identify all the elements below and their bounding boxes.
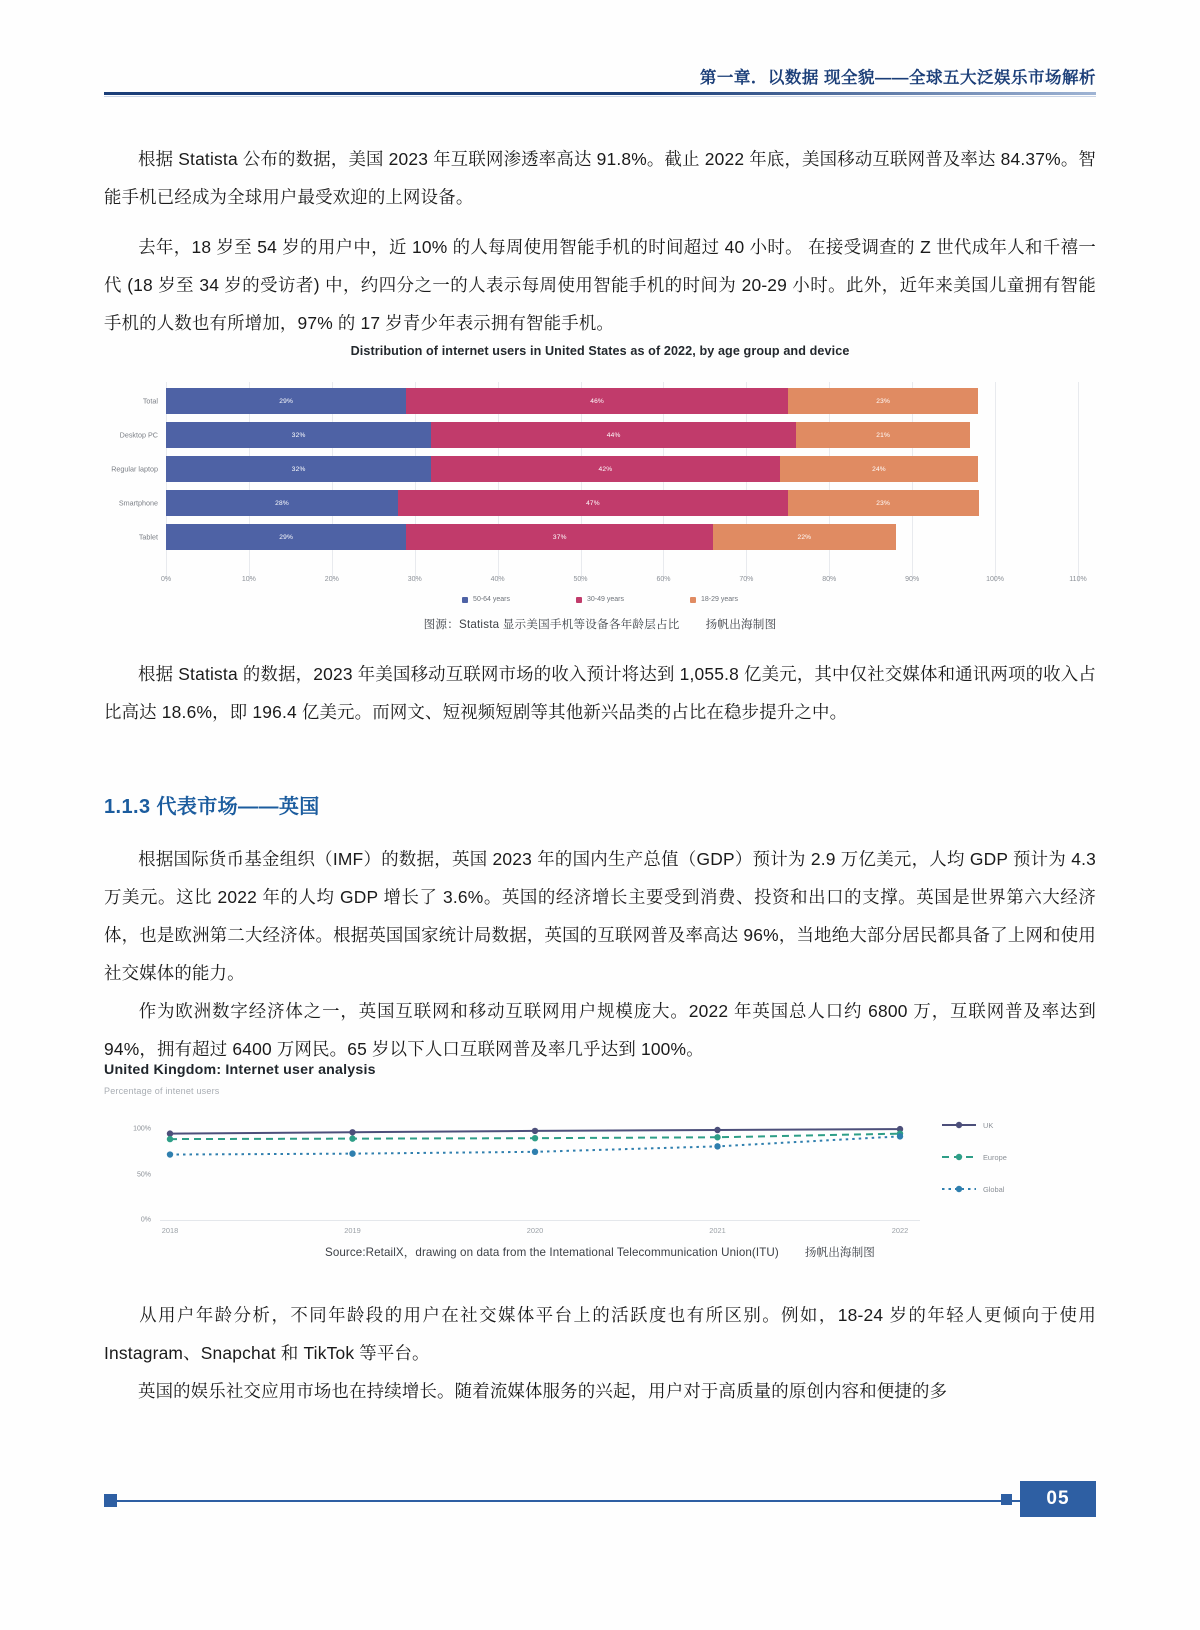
- paragraph-6-text: 从用户年龄分析，不同年龄段的用户在社交媒体平台上的活跃度也有所区别。例如，18-24 岁的年轻人更倾向于使用 Instagram、Snapchat 和 TikTok 等平台。: [104, 1305, 1096, 1363]
- running-header: [104, 64, 1096, 88]
- bar-chart-x-tick: 10%: [241, 576, 256, 583]
- bar-chart-segment: 32%: [166, 422, 431, 448]
- section-heading-113: 1.1.3 代表市场——英国: [104, 796, 320, 818]
- bar-chart-legend-item: [576, 596, 624, 603]
- bar-chart-segment: 37%: [406, 524, 713, 550]
- bar-chart-x-tick: 110%: [1069, 576, 1087, 583]
- header-rule: [104, 92, 1096, 95]
- line-chart-y-tick: 0%: [140, 1216, 151, 1224]
- line-chart-point: [349, 1135, 355, 1141]
- paragraph-2: [104, 228, 1096, 342]
- bar-chart-x-tick: 0%: [160, 576, 172, 583]
- legend-swatch-icon: [576, 597, 582, 603]
- bar-chart-segment: 47%: [398, 490, 788, 516]
- bar-chart-x-tick: 60%: [656, 576, 671, 583]
- line-chart-y-tick: 50%: [136, 1171, 151, 1179]
- bar-chart-segment: 28%: [166, 490, 398, 516]
- bar-chart-segment: 22%: [713, 524, 895, 550]
- bar-chart-legend-label: 30-49 years: [587, 596, 624, 603]
- line-chart-y-tick: 100%: [133, 1125, 151, 1133]
- bar-chart-row: [118, 490, 1078, 516]
- bar-chart-plot: [111, 382, 1078, 572]
- bar-chart-rows: [111, 388, 1078, 558]
- chapter-title: 第一章．以数据 现全貌——全球五大泛娱乐市场解析: [699, 69, 1096, 87]
- header-rule-secondary: [104, 96, 1096, 97]
- line-chart-x-tick: 2021: [709, 1226, 726, 1235]
- page-number: 05: [1046, 1488, 1070, 1509]
- paragraph-3: [104, 655, 1096, 731]
- bar-chart-segment: 29%: [166, 524, 406, 550]
- bar-chart-row: [119, 422, 1078, 448]
- paragraph-5: [104, 992, 1096, 1068]
- legend-line-icon: [942, 1184, 976, 1194]
- line-chart-uk-internet-users: [104, 1062, 1096, 1272]
- paragraph-5-text: 作为欧洲数字经济体之一，英国互联网和移动互联网用户规模庞大。2022 年英国总人口约 6800 万，互联网普及率达到 94%，拥有超过 6400 万网民。65 岁以下人口互联网普及率几乎达到 100%。: [104, 1001, 1096, 1059]
- line-chart-point: [714, 1143, 720, 1149]
- line-chart-series-svg: [160, 1120, 920, 1222]
- bar-chart-legend-label: 18-29 years: [700, 596, 738, 603]
- bar-chart-legend-label: 50-64 years: [473, 596, 511, 603]
- line-chart-point: [167, 1130, 173, 1136]
- line-chart-source: [104, 1244, 1096, 1260]
- line-chart-point: [167, 1151, 173, 1157]
- line-chart-legend-item: [942, 1152, 1007, 1162]
- paragraph-6: [104, 1296, 1096, 1372]
- line-chart-x-tick: 2018: [161, 1226, 179, 1235]
- bar-chart-segment: 32%: [166, 456, 431, 482]
- legend-line-icon: [942, 1152, 976, 1162]
- bar-chart-category-label: Desktop PC: [119, 430, 158, 440]
- bar-chart-legend-item: [462, 596, 510, 603]
- bar-chart-category-label: Smartphone: [118, 498, 158, 508]
- bar-chart-row: [142, 388, 1078, 414]
- bar-chart-segment: 46%: [406, 388, 787, 414]
- bar-chart-x-tick: 100%: [986, 576, 1005, 583]
- paragraph-2-text: 去年，18 岁至 54 岁的用户中，近 10% 的人每周使用智能手机的时间超过 40 小时。 在接受调查的 Z 世代成年人和千禧一代 (18 岁至 34 岁的受访者) 中，约四分之一的人表示每周使用智能手机的时间为 20-29 小时。此外，近年来美国儿童拥有智能手机的人数也有所增加，97% 的 17 岁青少年表示拥有智能手机。: [104, 237, 1096, 333]
- bar-chart-category-label: Total: [142, 396, 158, 406]
- bar-chart-segment: 44%: [431, 422, 796, 448]
- line-chart-subtitle: Percentage of intenet users: [104, 1086, 220, 1096]
- bar-chart-category-label: Tablet: [138, 532, 158, 542]
- bar-chart-x-tick: 40%: [490, 576, 505, 583]
- line-chart-point: [714, 1127, 720, 1133]
- line-chart-title: United Kingdom: Internet user analysis: [104, 1062, 376, 1078]
- bar-chart-x-tick: 50%: [573, 576, 588, 583]
- paragraph-3-text: 根据 Statista 的数据，2023 年美国移动互联网市场的收入预计将达到 1,055.8 亿美元，其中仅社交媒体和通讯两项的收入占比高达 18.6%，即 196.4 亿美元。而网文、短视频短剧等其他新兴品类的占比在稳步提升之中。: [104, 664, 1096, 722]
- bar-chart-source-text: 图源：Statista 显示美国手机等设备各年龄层占比: [423, 618, 680, 631]
- legend-swatch-icon: [462, 597, 468, 603]
- bar-chart-segment: 24%: [780, 456, 979, 482]
- paragraph-4: [104, 840, 1096, 992]
- footer-marker-right: [1001, 1494, 1012, 1505]
- bar-chart-internet-users: [104, 340, 1096, 650]
- bar-chart-credit: 扬帆出海制图: [705, 618, 777, 631]
- bar-chart-x-axis: [160, 576, 1087, 590]
- bar-chart-segment: 23%: [788, 388, 979, 414]
- bar-chart-title: Distribution of internet users in United States as of 2022, by age group and device: [350, 344, 850, 358]
- line-chart-point: [167, 1136, 173, 1142]
- line-chart-legend-label: UK: [983, 1120, 994, 1130]
- footer-rule: [104, 1500, 1096, 1502]
- bar-chart-legend-item: [690, 596, 738, 603]
- legend-line-icon: [942, 1120, 976, 1130]
- bar-chart-row: [138, 524, 1078, 550]
- bar-chart-x-tick: 70%: [739, 576, 754, 583]
- paragraph-1: [104, 140, 1096, 216]
- line-chart-point: [349, 1129, 355, 1135]
- bar-chart-x-tick: 30%: [407, 576, 422, 583]
- line-chart-point: [349, 1150, 355, 1156]
- bar-chart-row: [111, 456, 1078, 482]
- bar-chart-category-label: Regular laptop: [111, 464, 158, 474]
- bar-chart-gridline: [1078, 382, 1079, 582]
- paragraph-4-text: 根据国际货币基金组织（IMF）的数据，英国 2023 年的国内生产总值（GDP）预计为 2.9 万亿美元，人均 GDP 预计为 4.3 万美元。这比 2022 年的人均 GDP 增长了 3.6%。英国的经济增长主要受到消费、投资和出口的支撑。英国是世界第六大经济体，也是欧洲第二大经济体。根据英国国家统计局数据，英国的互联网普及率高达 96%，当地绝大部分居民都具备了上网和使用社交媒体的能力。: [104, 849, 1096, 983]
- line-chart-point: [532, 1149, 538, 1155]
- line-chart-legend-item: [942, 1120, 993, 1130]
- line-chart-point: [897, 1133, 903, 1139]
- line-chart-x-tick: 2019: [344, 1226, 361, 1235]
- paragraph-1-text: 根据 Statista 公布的数据，美国 2023 年互联网渗透率高达 91.8%。截止 2022 年底，美国移动互联网普及率达 84.37%。智能手机已经成为全球用户最受欢迎的上网设备。: [104, 149, 1096, 207]
- line-chart-plot: [133, 1120, 920, 1235]
- paragraph-7-text: 英国的娱乐社交应用市场也在持续增长。随着流媒体服务的兴起，用户对于高质量的原创内容和便捷的多: [138, 1381, 948, 1401]
- line-chart-point: [532, 1128, 538, 1134]
- legend-swatch-icon: [690, 597, 696, 603]
- bar-chart-x-tick: 90%: [905, 576, 920, 583]
- line-chart-credit: 扬帆出海制图: [804, 1246, 875, 1259]
- line-chart-legend-item: [942, 1184, 1004, 1194]
- bar-chart-segment: 21%: [796, 422, 970, 448]
- line-chart-x-tick: 2022: [891, 1226, 909, 1235]
- bar-chart-segment: 42%: [431, 456, 779, 482]
- bar-chart-source: [104, 616, 1096, 632]
- bar-chart-segment: 23%: [788, 490, 979, 516]
- bar-chart-segment: 29%: [166, 388, 406, 414]
- bar-chart-legend: [104, 596, 1096, 603]
- bar-chart-x-tick: 80%: [822, 576, 837, 583]
- line-chart-x-tick: 2020: [526, 1226, 544, 1235]
- bar-chart-x-tick: 20%: [324, 576, 339, 583]
- paragraph-7: [104, 1372, 1096, 1410]
- line-chart-point: [714, 1134, 720, 1140]
- line-chart-legend-label: Global: [983, 1184, 1005, 1194]
- line-chart-legend-label: Europe: [983, 1152, 1007, 1162]
- line-chart-point: [532, 1135, 538, 1141]
- page-number-badge: [1020, 1481, 1096, 1517]
- line-chart-source-text: Source:RetailX，drawing on data from the Intemational Telecommunication Union(ITU): [325, 1246, 779, 1259]
